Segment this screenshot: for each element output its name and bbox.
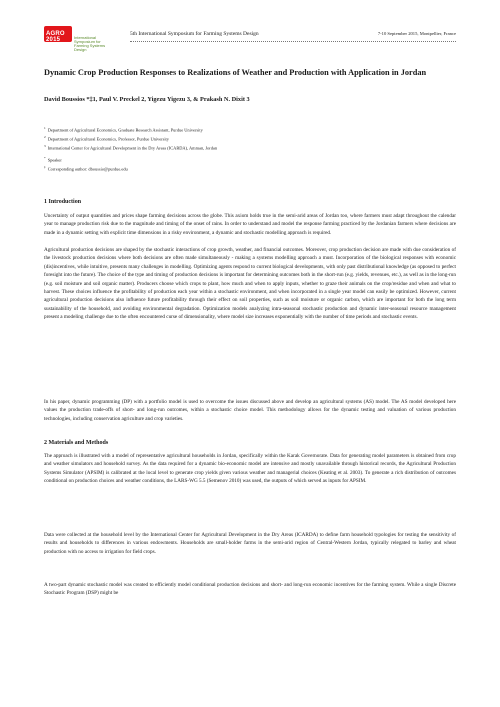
paper-title: Dynamic Crop Production Responses to Realizations of Weather and Production with Application in Jordan bbox=[44, 68, 427, 77]
section-heading-methods: 2 Materials and Methods bbox=[44, 440, 109, 446]
paragraph: Agricultural production decisions are shaped by the stochastic interactions of crop growth, weather, and financial outcomes. Moreover, crop production decision are made with due consideration of the livestock production decisions where both decisions are often made simultaneously - making a systems modelling approach a must. Incorporation of the biological responses with economic (dis)incentives, while intuitive, presents many challenges in modelling. Optimizing agents respond to current biological developments, with only past distributional knowledge (as opposed to perfect foresight into the future). The choice of the type and timing of production decisions is important for determining outcomes both in the short-run (e.g. yields, revenues, etc.), as well as in the long-run (e.g. soil moisture and soil organic matter). Producers choose which crops to plant, how much and when to apply inputs, whether to graze their animals on the crop/residue and when and what to harvest. These choices influence the profitability of production each year within a stochastic environment, and when incorporated in a single year model can easily be optimized. However, current agricultural production decisions also influence future profitability through their effect on soil properties, such as soil moisture or organic carbon, which are important for both the long term sustainability of the household, and avoiding environmental degradation. Optimization models analyzing intra-seasonal stochastic production and dynamic inter-seasonal resource management present a modeling challenge due to the often encountered curse of dimensionality, where model size increases exponentially with the number of time periods and stochastic events. bbox=[44, 247, 456, 321]
affiliations bbox=[44, 125, 456, 172]
affiliation-item: ‡ Corresponding author: dboussio@purdue.edu bbox=[44, 164, 128, 171]
logo-badge bbox=[44, 26, 72, 42]
paragraph: A two-part dynamic stochastic model was created to efficiently model conditional production decisions and short- and long-run economic incentives for the farming system. While a single Discrete Stochastic Program (DSP) might be bbox=[44, 582, 456, 597]
logo-subtitle: International Symposium for Farming Systems Design bbox=[74, 35, 106, 52]
conference-name: 5th International Symposium for Farming Systems Design bbox=[130, 31, 259, 37]
conference-dates: 7-10 September 2015, Montpellier, France bbox=[377, 31, 456, 36]
affiliation-item: $^3$ International Center for Agricultural Development in the Dry Areas (ICARDA), Amman, Jordan bbox=[44, 143, 218, 151]
author-list: David Boussios *‡1, Paul V. Preckel 2, Yigezu Yigezu 3, & Prakash N. Dixit 3 bbox=[44, 96, 250, 103]
paragraph: In his paper, dynamic programming (DP) with a portfolio model is used to overcome the issues discussed above and develop an agricultural systems (AS) model. The AS model developed here values the production trade-offs of short- and long-run outcomes, within a stochastic choice model. This methodology allows for the dynamic testing and valuation of various production technologies, including conservation agriculture and crop varieties. bbox=[44, 399, 456, 422]
affiliation-item: $^1$ Department of Agricultural Economics, Graduate Research Assistant, Purdue University bbox=[44, 126, 203, 133]
logo-text: AGRO 2015 bbox=[46, 31, 65, 43]
paragraph: The approach is illustrated with a model of representative agricultural households in Jordan, specifically within the Karak Governorate. Data for generating model parameters is obtained from crop and weather simulators and household survey. As the data required for a dynamic bio-economic model are intensive and mostly unavailable through historical records, the Agricultural Production Systems Simulator (APSIM) is calibrated at the local level to generate crop yields given various weather and managerial choices (Keating et al. 2003). To generate a rich distribution of outcomes conditional on production choices and weather conditions, the LARS-WG 5.5 (Semenov 2010) was used, the outputs of which served as inputs for APSIM. bbox=[44, 453, 456, 485]
conference-logo bbox=[44, 24, 108, 52]
paragraph: Data were collected at the household level by the International Center for Agricultural Development in the Dry Areas (ICARDA) to define farm household typologies for testing the sensitivity of results and households to differences in various endowments. Households are small-holder farms in the semi-arid region of Central-Western Jordan, typically relegated to barley and wheat production with no access to irrigation for field crops. bbox=[44, 532, 456, 555]
affiliation-item: $^2$ Department of Agricultural Economics, Professor, Purdue University bbox=[44, 134, 169, 142]
paragraph: Uncertainty of output quantities and prices shape farming decisions across the globe. This axiom holds true in the semi-arid areas of Jordan too, where farmers must adapt throughout the calendar year to manage production risk due to the magnitude and timing of the onset of rains. In order to understand and model the response farming practiced by the Jordanian farmers where decisions are made in a dynamic setting with explicit time dimensions in a risky environment, a dynamic and stochastic modelling approach is required. bbox=[44, 213, 456, 236]
header-rule bbox=[130, 41, 456, 42]
section-heading-introduction: 1 Introduction bbox=[44, 199, 82, 205]
affiliation-item: * Speaker bbox=[44, 155, 62, 163]
page-header bbox=[44, 24, 456, 52]
